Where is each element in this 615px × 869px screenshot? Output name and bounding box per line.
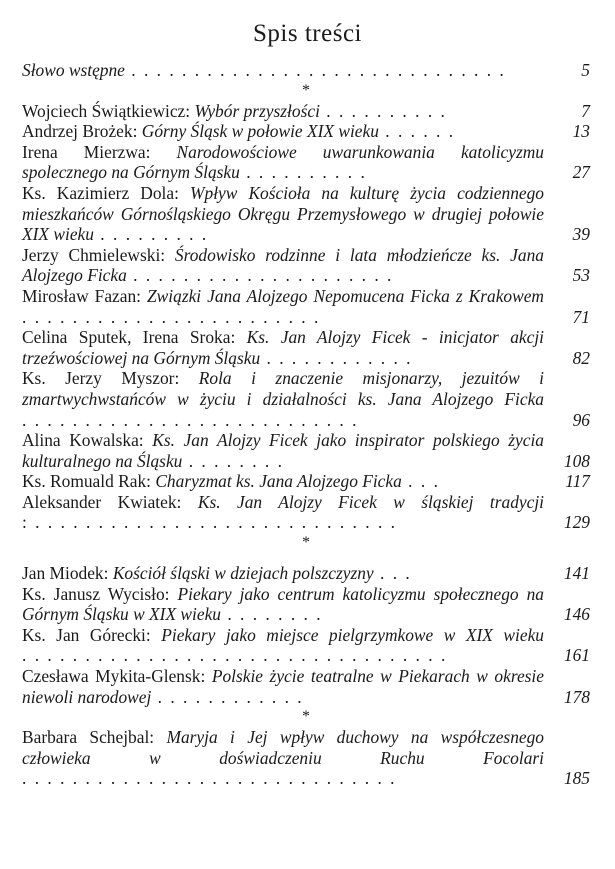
entry-author: Ks. Janusz Wycisło: <box>22 583 178 604</box>
section-separator: * <box>302 708 310 726</box>
entry-title: Środowisko rodzinne i lata młodzieńcze ks. Jana Alojzego Ficka <box>22 244 544 286</box>
entry-title: Słowo wstępne <box>22 60 125 80</box>
contents-entry <box>22 183 590 245</box>
contents-entry <box>22 727 590 789</box>
entry-text <box>22 471 550 492</box>
contents-entry <box>22 101 590 122</box>
entry-author: Wojciech Świątkiewicz: <box>22 100 195 121</box>
contents-entry <box>22 492 590 533</box>
page-number: 5 <box>581 60 590 80</box>
entry-title: Maryja i Jej wpływ duchowy na współczesnego człowieka w doświadczeniu Ruchu Focolari <box>22 727 544 768</box>
contents-list <box>22 60 590 789</box>
entry-text <box>22 492 550 533</box>
entry-text <box>22 666 550 707</box>
entry-text <box>22 625 550 666</box>
section-separator: * <box>302 81 310 99</box>
leader-dots: : . . . . . . . . . . . . . . . . . . . . . . . . . . . . . <box>22 512 397 533</box>
leader-dots: . . . . . . . . . . . . . . . . . . . . . . . . . . . . . . . . . . <box>22 645 448 666</box>
entry-author: Jerzy Chmielewski: <box>22 244 175 265</box>
entry-author: Mirosław Fazan: <box>22 285 148 306</box>
page-title: Spis treści <box>253 20 362 47</box>
entry-text <box>22 245 550 286</box>
page-number: 178 <box>563 686 590 707</box>
entry-author: Ks. Kazimierz Dola: <box>22 182 191 203</box>
page-number: 13 <box>572 121 590 142</box>
contents-entry <box>22 430 590 471</box>
entry-author: Ks. Romuald Rak: <box>22 471 156 492</box>
contents-entry <box>22 245 590 286</box>
entry-text <box>22 563 550 584</box>
entry-title: Ks. Jan Alojzy Ficek w śląskiej tradycji <box>197 491 544 512</box>
leader-dots: . . . . . . . . . . <box>239 162 367 183</box>
entry-title: Związki Jana Alojzego Nepomucena Ficka z Krakowem <box>147 285 544 306</box>
contents-entry <box>22 471 590 492</box>
entry-title: Ks. Jan Alojzy Ficek jako inspirator polskiego życia kulturalnego na Śląsku <box>22 430 544 471</box>
contents-entry <box>22 666 590 707</box>
leader-dots: . . . <box>401 471 440 492</box>
entry-author: Jan Miodek: <box>22 563 113 584</box>
entry-title: Wpływ Kościoła na kulturę życia codziennego mieszkańców Górnośląskiego Okręgu Przemysłowego w drugiej połowie XIX wieku <box>22 182 544 245</box>
contents-entry <box>22 121 590 142</box>
entry-author: Barbara Schejbal: <box>22 727 167 748</box>
entry-author: Aleksander Kwiatek: <box>22 491 198 512</box>
entry-title: Piekary jako miejsce pielgrzymkowe w XIX wieku <box>161 624 544 645</box>
entry-title: Górny Śląsk w połowie XIX wieku <box>141 121 379 142</box>
entry-author: Ks. Jerzy Myszor: <box>22 368 199 389</box>
leader-dots: . . . . . . . . <box>182 450 284 471</box>
leader-dots: . . . . . . <box>378 121 456 142</box>
entry-text <box>22 430 550 471</box>
entry-text <box>22 142 550 183</box>
leader-dots: . . . . . . . . . . <box>319 100 447 121</box>
page-number: 185 <box>563 768 590 789</box>
leader-dots: . . . . . . . . . . . . <box>260 347 413 368</box>
contents-entry <box>22 563 590 584</box>
spacer <box>22 553 590 563</box>
leader-dots: . . . . . . . . . . . . . . . . . . . . . . . . <box>22 306 321 327</box>
entry-text <box>22 727 550 789</box>
contents-entry <box>22 60 590 81</box>
entry-author: Celina Sputek, Irena Sroka: <box>22 327 247 348</box>
leader-dots: . . . <box>373 563 412 584</box>
entry-text <box>22 368 550 430</box>
entry-text <box>22 183 550 245</box>
entry-title: Wybór przyszłości <box>194 100 320 121</box>
entry-text <box>22 60 550 81</box>
entry-author: Alina Kowalska: <box>22 430 153 451</box>
page-number: 146 <box>563 604 590 625</box>
entry-text <box>22 584 550 625</box>
page-number: 39 <box>572 224 590 245</box>
leader-dots: . . . . . . . . . . . . <box>151 686 304 707</box>
leader-dots: . . . . . . . . . . . . . . . . . . . . . <box>126 265 394 286</box>
leader-dots: . . . . . . . . . . . . . . . . . . . . . . . . . . . . . . <box>124 60 506 80</box>
contents-entry <box>22 625 590 666</box>
page-number: 141 <box>563 563 590 584</box>
leader-dots: . . . . . . . . . . . . . . . . . . . . . . . . . . . <box>22 409 359 430</box>
leader-dots: . . . . . . . . . . . . . . . . . . . . . . . . . . . . . . <box>22 768 397 789</box>
entry-author: Czesława Mykita-Glensk: <box>22 666 212 687</box>
contents-entry <box>22 368 590 430</box>
page-number: 117 <box>565 471 590 492</box>
page-number: 7 <box>581 100 590 121</box>
entry-text <box>22 286 550 327</box>
entry-author: Ks. Jan Górecki: <box>22 624 162 645</box>
page-number: 82 <box>572 347 590 368</box>
page-number: 96 <box>572 409 590 430</box>
page-number: 27 <box>572 162 590 183</box>
page-number: 53 <box>572 265 590 286</box>
contents-entry <box>22 584 590 625</box>
leader-dots: . . . . . . . . <box>221 604 323 625</box>
contents-entry <box>22 142 590 183</box>
contents-entry <box>22 286 590 327</box>
entry-title: Ks. Jan Alojzy Ficek - inicjator akcji trzeźwościowej na Górnym Śląsku <box>22 327 544 368</box>
section-separator: * <box>302 534 310 552</box>
entry-title: Charyzmat ks. Jana Alojzego Ficka <box>155 471 402 492</box>
leader-dots: . . . . . . . . . <box>93 224 209 245</box>
entry-title: Rola i znaczenie misjonarzy, jezuitów i zmartwychwstańców w życiu i działalności ks. Jana Alojzego Ficka <box>22 368 545 409</box>
entry-author: Andrzej Brożek: <box>22 121 142 142</box>
entry-title: Piekary jako centrum katolicyzmu społecznego na Górnym Śląsku w XIX wieku <box>22 583 544 625</box>
entry-title: Narodowościowe uwarunkowania katolicyzmu spolecznego na Górnym Śląsku <box>22 141 545 183</box>
entry-text <box>22 327 550 368</box>
page-number: 129 <box>563 512 590 533</box>
page-number: 161 <box>563 645 590 666</box>
page-number: 108 <box>563 450 590 471</box>
entry-title: Polskie życie teatralne w Piekarach w okresie niewoli narodowej <box>22 666 544 707</box>
entry-title: Kościół śląski w dziejach polszczyzny <box>112 563 374 584</box>
page-number: 71 <box>572 306 590 327</box>
entry-text <box>22 101 550 122</box>
entry-author: Irena Mierzwa: <box>22 141 177 162</box>
entry-text <box>22 121 550 142</box>
contents-entry <box>22 327 590 368</box>
